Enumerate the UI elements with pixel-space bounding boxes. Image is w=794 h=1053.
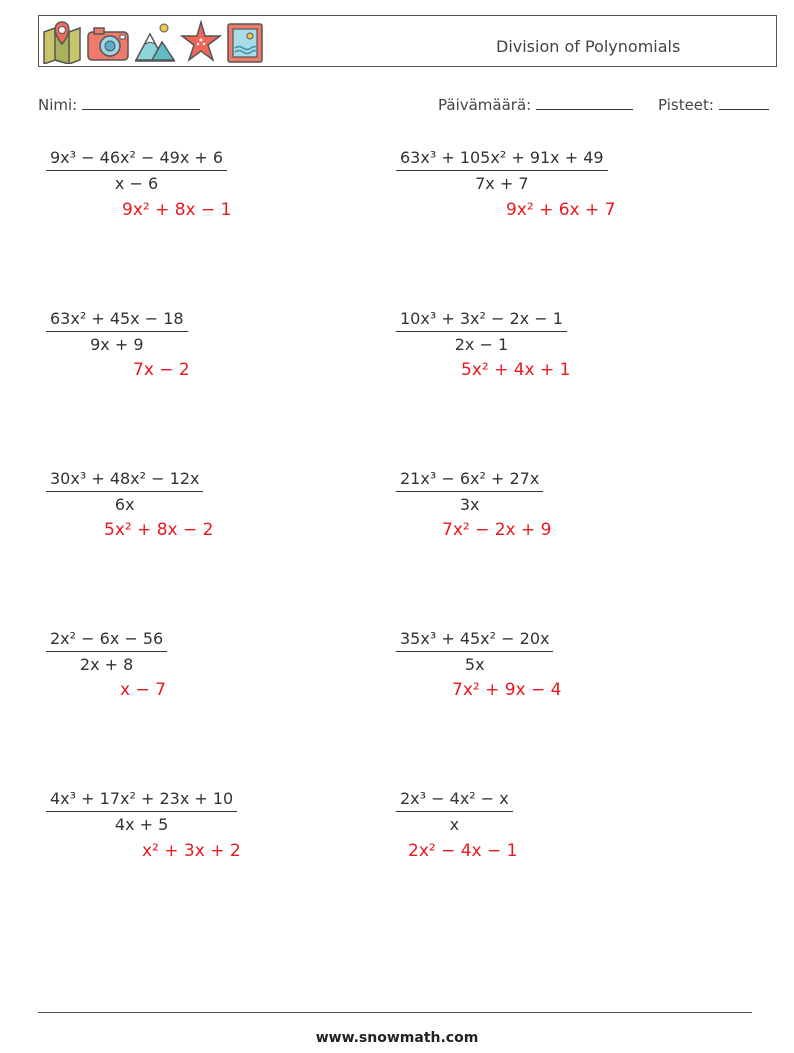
name-blank[interactable] xyxy=(82,95,200,110)
answer-8: 7x² + 9x − 4 xyxy=(452,680,562,700)
numerator: 9x³ − 46x² − 49x + 6 xyxy=(46,148,227,171)
numerator: 21x³ − 6x² + 27x xyxy=(396,469,543,492)
footer-divider xyxy=(38,1012,752,1013)
numerator: 30x³ + 48x² − 12x xyxy=(46,469,203,492)
starfish-icon xyxy=(180,20,222,64)
denominator: 5x xyxy=(464,655,485,674)
answer-10: 2x² − 4x − 1 xyxy=(408,841,518,861)
denominator: 7x + 7 xyxy=(475,174,529,193)
fraction xyxy=(46,309,188,354)
fraction xyxy=(396,309,567,354)
worksheet-title: Division of Polynomials xyxy=(496,37,681,56)
problem-2 xyxy=(396,148,608,193)
denominator: 6x xyxy=(114,495,135,514)
name-field[interactable] xyxy=(38,95,200,114)
mountain-icon xyxy=(134,20,176,64)
numerator: 63x³ + 105x² + 91x + 49 xyxy=(396,148,608,171)
numerator: 35x³ + 45x² − 20x xyxy=(396,629,553,652)
fraction xyxy=(396,789,513,834)
score-blank[interactable] xyxy=(719,95,769,110)
answer-6: 7x² − 2x + 9 xyxy=(442,520,552,540)
denominator: x − 6 xyxy=(114,174,159,193)
problem-8 xyxy=(396,629,553,674)
map-icon xyxy=(42,20,82,64)
problem-7 xyxy=(46,629,167,674)
denominator: 3x xyxy=(459,495,480,514)
problem-5 xyxy=(46,469,203,514)
denominator: 9x + 9 xyxy=(90,335,144,354)
fraction xyxy=(396,469,543,514)
denominator: 2x − 1 xyxy=(454,335,509,354)
problem-1 xyxy=(46,148,227,193)
name-label: Nimi: xyxy=(38,96,78,114)
date-blank[interactable] xyxy=(536,95,633,110)
icon-strip xyxy=(42,20,266,64)
fraction xyxy=(46,469,203,514)
date-label: Päivämäärä: xyxy=(438,96,532,114)
footer-website[interactable]: www.snowmath.com xyxy=(315,1030,479,1046)
date-field[interactable] xyxy=(438,95,633,114)
problem-6 xyxy=(396,469,543,514)
numerator: 4x³ + 17x² + 23x + 10 xyxy=(46,789,237,812)
numerator: 2x² − 6x − 56 xyxy=(46,629,167,652)
problem-3 xyxy=(46,309,188,354)
denominator: 2x + 8 xyxy=(79,655,134,674)
answer-7: x − 7 xyxy=(120,680,166,700)
answer-5: 5x² + 8x − 2 xyxy=(104,520,214,540)
score-label: Pisteet: xyxy=(658,96,714,114)
denominator: x xyxy=(449,815,460,834)
fraction xyxy=(46,789,237,834)
numerator: 2x³ − 4x² − x xyxy=(396,789,513,812)
problem-4 xyxy=(396,309,567,354)
fraction xyxy=(396,148,608,193)
header-box xyxy=(38,15,777,67)
fraction xyxy=(396,629,553,674)
answer-9: x² + 3x + 2 xyxy=(142,841,241,861)
picture-icon xyxy=(226,20,266,64)
score-field[interactable] xyxy=(658,95,769,114)
answer-1: 9x² + 8x − 1 xyxy=(122,200,232,220)
denominator: 4x + 5 xyxy=(114,815,169,834)
fraction xyxy=(46,148,227,193)
fraction xyxy=(46,629,167,674)
numerator: 10x³ + 3x² − 2x − 1 xyxy=(396,309,567,332)
problem-10 xyxy=(396,789,513,834)
answer-4: 5x² + 4x + 1 xyxy=(461,360,571,380)
numerator: 63x² + 45x − 18 xyxy=(46,309,188,332)
camera-icon xyxy=(86,20,130,64)
answer-3: 7x − 2 xyxy=(133,360,190,380)
answer-2: 9x² + 6x + 7 xyxy=(506,200,616,220)
problem-9 xyxy=(46,789,237,834)
